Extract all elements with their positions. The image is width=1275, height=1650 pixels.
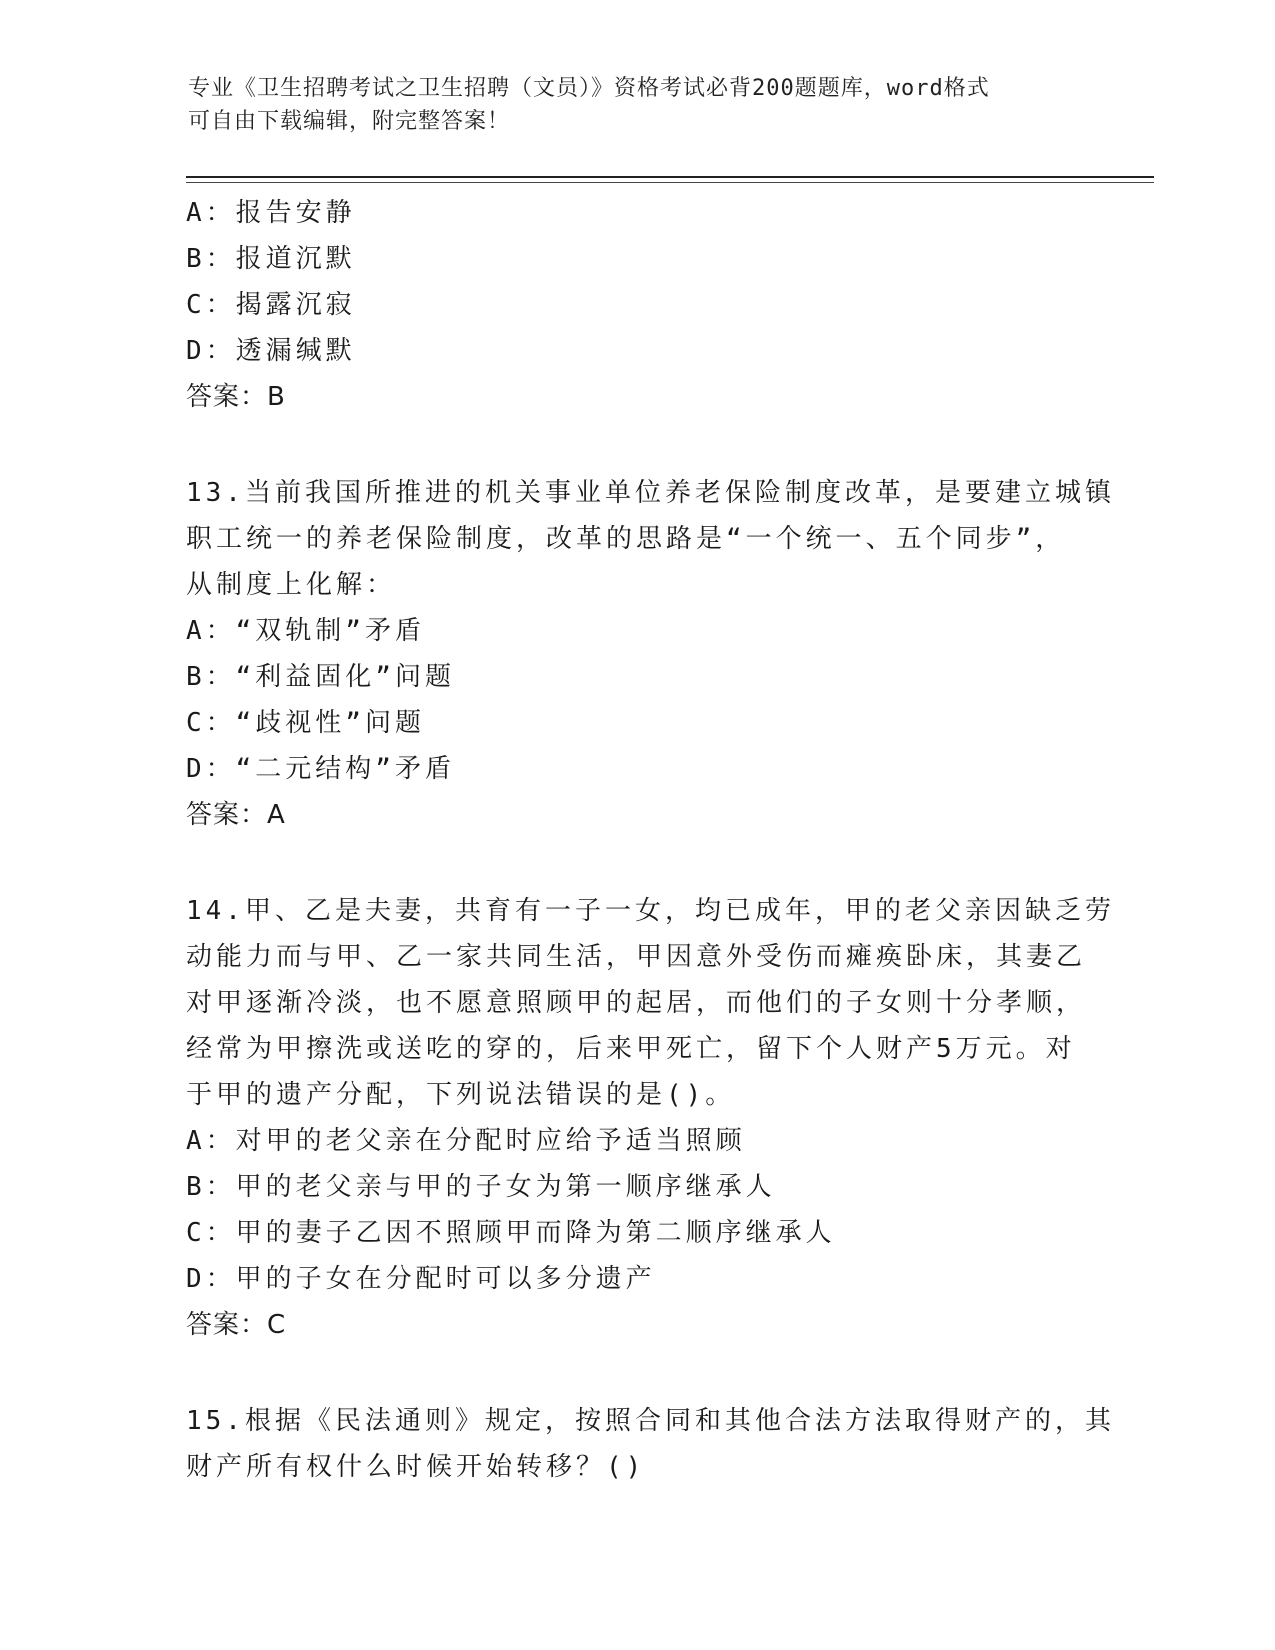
question-13	[186, 470, 1115, 838]
question-stem-line: 从制度上化解：	[186, 570, 397, 600]
question-stem-line: 于甲的遗产分配，下列说法错误的是()。	[186, 1080, 736, 1110]
option-a: A：对甲的老父亲在分配时应给予适当照顾	[186, 1126, 746, 1156]
question-stem-line: 经常为甲擦洗或送吃的穿的，后来甲死亡，留下个人财产5万元。对	[186, 1034, 1076, 1064]
question-content	[186, 190, 1115, 1490]
question-stem-line: 对甲逐渐冷淡，也不愿意照顾甲的起居，而他们的子女则十分孝顺，	[186, 988, 1087, 1018]
option-a: A：报告安静	[186, 198, 356, 228]
question-stem-line: 15.根据《民法通则》规定，按照合同和其他合法方法取得财产的，其	[186, 1406, 1115, 1436]
option-b: B：甲的老父亲与甲的子女为第一顺序继承人	[186, 1172, 776, 1202]
question-stem-line: 13.当前我国所推进的机关事业单位养老保险制度改革，是要建立城镇	[186, 478, 1115, 508]
question-15	[186, 1398, 1115, 1490]
option-b: B：报道沉默	[186, 244, 356, 274]
answer-line: 答案：B	[186, 382, 286, 412]
document-header	[188, 72, 1068, 138]
question-14	[186, 888, 1115, 1348]
answer-line: 答案：A	[186, 800, 286, 830]
option-b: B：“利益固化”问题	[186, 662, 455, 692]
option-d: D：“二元结构”矛盾	[186, 754, 455, 784]
header-line-2: 可自由下载编辑，附完整答案！	[188, 109, 511, 134]
question-12	[186, 190, 1086, 420]
header-line-1: 专业《卫生招聘考试之卫生招聘（文员）》资格考试必背200题题库，word格式	[188, 76, 990, 101]
question-stem-line: 14.甲、乙是夫妻，共育有一子一女，均已成年，甲的老父亲因缺乏劳	[186, 896, 1115, 926]
option-c: C：甲的妻子乙因不照顾甲而降为第二顺序继承人	[186, 1218, 836, 1248]
question-stem-line: 职工统一的养老保险制度，改革的思路是“一个统一、五个同步”，	[186, 524, 1066, 554]
question-stem-line: 财产所有权什么时候开始转移？()	[186, 1452, 646, 1482]
option-d: D：透漏缄默	[186, 336, 356, 366]
option-d: D：甲的子女在分配时可以多分遗产	[186, 1264, 656, 1294]
option-a: A：“双轨制”矛盾	[186, 616, 425, 646]
answer-line: 答案：C	[186, 1310, 287, 1340]
header-rule-thin	[186, 182, 1154, 183]
question-stem-line: 动能力而与甲、乙一家共同生活，甲因意外受伤而瘫痪卧床，其妻乙	[186, 942, 1087, 972]
header-rule-thick	[186, 176, 1154, 178]
option-c: C：揭露沉寂	[186, 290, 356, 320]
option-c: C：“歧视性”问题	[186, 708, 425, 738]
